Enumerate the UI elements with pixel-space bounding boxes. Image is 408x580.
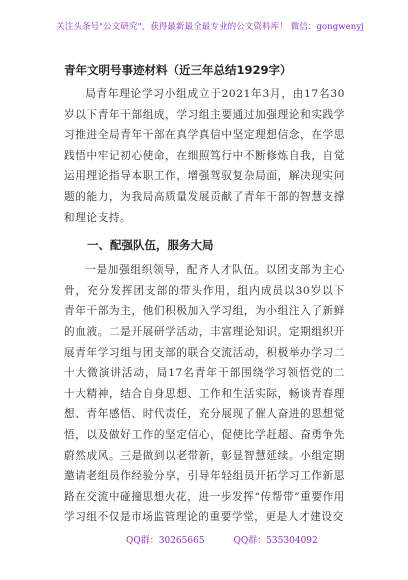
document-title: 青年文明号事迹材料（近三年总结1929字） [64, 63, 292, 77]
footer-qq-group-2: QQ群：535304092 [233, 536, 318, 546]
header-promo-note: 关注头条号"公文研究"，获得最新最全最专业的公文资料库！ 微信：gongwenyj [56, 22, 364, 32]
footer-qq-group-1: QQ群：30265665 [126, 536, 205, 546]
intro-paragraph: 局青年理论学习小组成立于2021年3月，由17名30岁以下青年干部组成，学习组主要通过加强理论和实践学习推进全局青年干部在真学真信中坚定理想信念，在学思践悟中牢记初心使命，在细照笃行中不断修炼自我，自觉运用理论指导本职工作，增强驾驭复杂局面，解决现实问题的能力，为我局高质量发展贡献了青年干部的智慧支撑和理论支持。 [64, 88, 345, 224]
footer-contact [126, 533, 344, 546]
document-body [64, 84, 345, 528]
section-1-heading: 一、配强队伍，服务大局 [87, 238, 214, 253]
section-1-paragraph: 一是加强组织领导，配齐人才队伍。以团支部为主心骨，充分发挥团支部的带头作用，组内成员以30岁以下青年干部为主，他们积极加入学习组，为小组注入了新鲜的血液。二是开展研学活动，丰富理论知识。定期组织开展青年学习组与团支部的联合交流活动，积极举办学习二十大微演讲活动，局17名青年干部围绕学习领悟党的二十大精神，结合自身思想、工作和生活实际，畅谈青春理想、青年感悟、时代责任，充分展现了催人奋进的思想觉悟，以及做好工作的坚定信心，促使比学赶超、奋勇争先蔚然成风。三是做到以老带新，彰显智慧延续。小组定期邀请老组员作经验分享，引导年轻组员开拓学习工作新思路在交流中碰撞思想火花，进一步发挥“传帮带”重要作用学习组不仅是市场监管理论的重要学堂，更是人才建设交 [64, 264, 345, 524]
